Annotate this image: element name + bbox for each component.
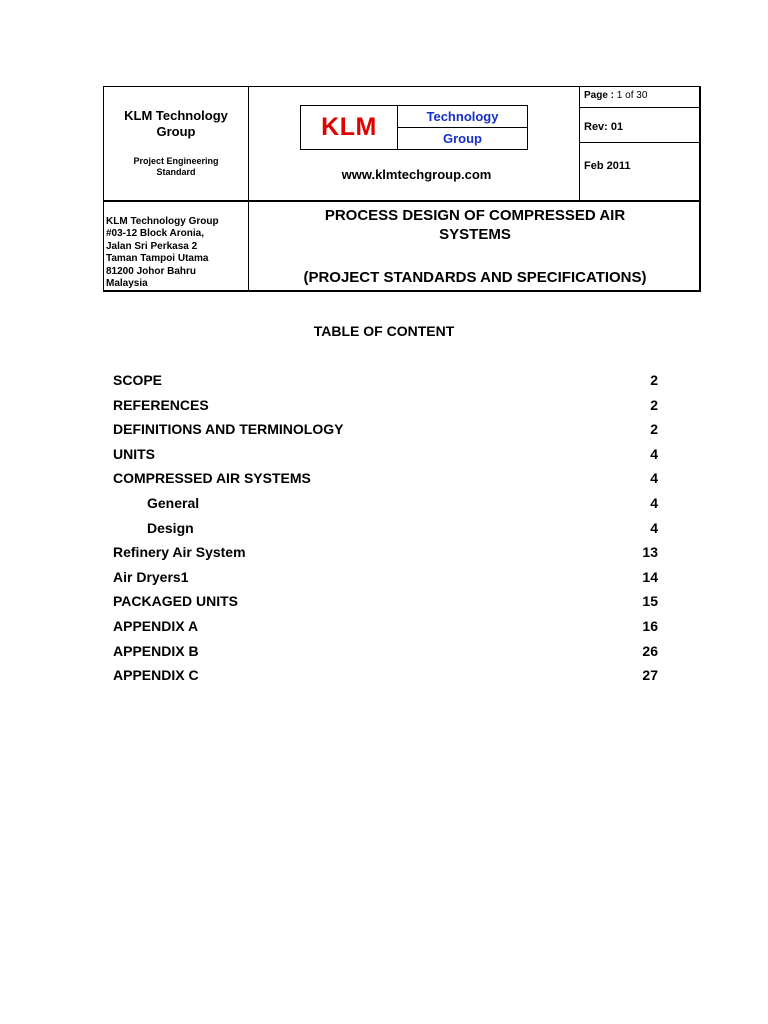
- toc-entry-title: REFERENCES: [113, 397, 209, 413]
- toc-entry[interactable]: [113, 372, 658, 392]
- toc-entry[interactable]: [113, 569, 658, 589]
- toc-entry[interactable]: [113, 495, 658, 515]
- divider: [579, 107, 700, 108]
- company-subtitle: [105, 156, 247, 178]
- toc-entry-page: 4: [650, 470, 658, 486]
- toc-entry-title: Refinery Air System: [113, 544, 246, 560]
- toc-entry-page: 16: [642, 618, 658, 634]
- toc-entry[interactable]: [113, 618, 658, 638]
- toc-entry-page: 4: [650, 446, 658, 462]
- toc-entry-title: COMPRESSED AIR SYSTEMS: [113, 470, 311, 486]
- address-line: KLM Technology Group: [106, 216, 219, 227]
- page-label: Page :: [584, 90, 615, 101]
- address-line: 81200 Johor Bahru: [106, 265, 197, 277]
- toc-entry-title: DEFINITIONS AND TERMINOLOGY: [113, 421, 344, 437]
- title-line2: SYSTEMS: [439, 226, 511, 243]
- toc-entry[interactable]: [113, 470, 658, 490]
- toc-entry[interactable]: [113, 446, 658, 466]
- divider: [579, 86, 580, 201]
- toc-entry[interactable]: [113, 421, 658, 441]
- header-table: [103, 86, 701, 292]
- toc-entry-page: 4: [650, 495, 658, 511]
- company-sub-line1: Project Engineering: [133, 156, 219, 166]
- toc-entry-title: Air Dryers1: [113, 569, 189, 585]
- toc-entry[interactable]: [113, 397, 658, 417]
- klm-logo: [300, 105, 528, 150]
- company-sub-line2: Standard: [156, 167, 196, 177]
- issue-date: Feb 2011: [584, 160, 631, 172]
- toc-entry-page: 27: [642, 667, 658, 683]
- company-name-line1: KLM Technology: [124, 108, 228, 123]
- company-name-line2: Group: [156, 124, 196, 139]
- toc-entry-title: APPENDIX A: [113, 618, 199, 634]
- toc-entry-title: PACKAGED UNITS: [113, 593, 238, 609]
- toc-entry-page: 26: [642, 643, 658, 659]
- logo-klm-box: [301, 106, 398, 149]
- divider: [103, 200, 700, 202]
- toc-entry-title: APPENDIX C: [113, 667, 199, 683]
- page-number: [584, 90, 647, 101]
- divider: [248, 86, 249, 292]
- toc-entry-page: 2: [650, 372, 658, 388]
- toc-entry-page: 13: [642, 544, 658, 560]
- toc-entry[interactable]: [113, 544, 658, 564]
- company-address: [106, 216, 248, 290]
- divider: [579, 142, 700, 143]
- toc-entry-page: 4: [650, 520, 658, 536]
- toc-entry[interactable]: [113, 643, 658, 663]
- toc-entry-title: UNITS: [113, 446, 155, 462]
- toc-entry[interactable]: [113, 520, 658, 540]
- address-line: Jalan Sri Perkasa 2: [106, 240, 198, 252]
- logo-technology-text: Technology: [398, 106, 527, 128]
- title-line1: PROCESS DESIGN OF COMPRESSED AIR: [324, 207, 626, 224]
- toc-entry[interactable]: [113, 593, 658, 613]
- address-line: Malaysia: [106, 278, 148, 290]
- toc-entry-page: 2: [650, 397, 658, 413]
- address-line: #03-12 Block Aronia,: [106, 228, 205, 240]
- revision: Rev: 01: [584, 121, 624, 133]
- toc-entry-title: SCOPE: [113, 372, 163, 388]
- toc-entry-page: 2: [650, 421, 658, 437]
- toc-entry-page: 15: [642, 593, 658, 609]
- document-title: [250, 206, 700, 244]
- website-url: www.klmtechgroup.com: [341, 167, 492, 182]
- toc-heading: TABLE OF CONTENT: [313, 323, 455, 339]
- toc-entry-title: General: [147, 495, 200, 511]
- logo-group-text: Group: [443, 131, 482, 146]
- toc-entry-title: APPENDIX B: [113, 643, 199, 659]
- document-subtitle: (PROJECT STANDARDS AND SPECIFICATIONS): [303, 269, 647, 286]
- toc-entry[interactable]: [113, 667, 658, 687]
- logo-klm-text: KLM: [321, 113, 377, 141]
- toc-entry-page: 14: [642, 569, 658, 585]
- address-line: Taman Tampoi Utama: [106, 253, 209, 265]
- company-name: [105, 108, 247, 140]
- toc-entry-title: Design: [147, 520, 194, 536]
- page-value: 1 of 30: [616, 90, 648, 101]
